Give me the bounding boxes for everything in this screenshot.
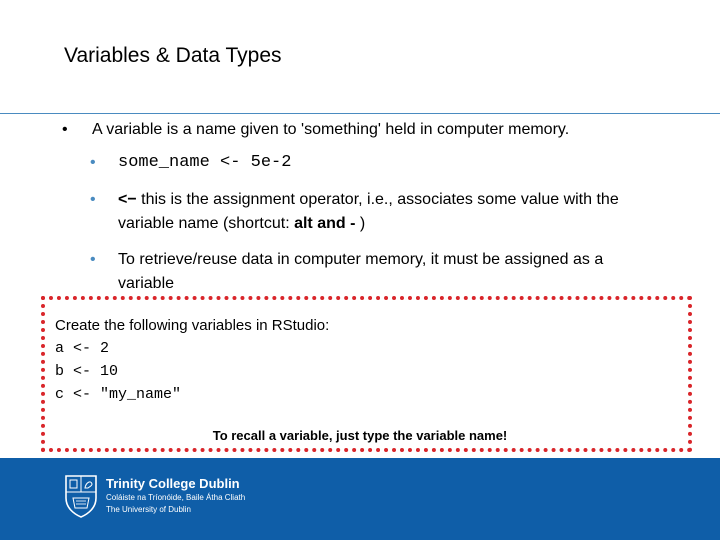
footer-branding (106, 476, 245, 516)
code-example: some_name <- 5e-2 (118, 153, 292, 172)
bullet-marker: • (62, 121, 68, 138)
slide-title: Variables & Data Types (64, 44, 282, 67)
exercise-intro: Create the following variables in RStudio: (55, 317, 330, 334)
tcd-crest-icon (64, 474, 98, 518)
recall-note: To recall a variable, just type the variable name! (212, 428, 508, 443)
assignment-desc: this is the assignment operator, i.e., associates some value with the variable name (shortcut: (118, 191, 619, 232)
assignment-desc-end: ) (355, 215, 366, 232)
code-line: c <- "my_name" (55, 386, 182, 403)
sub-bullet-marker: • (90, 191, 96, 208)
shortcut-keys: alt and - (294, 215, 356, 232)
university-irish-name: Coláiste na Tríonóide, Baile Átha Cliath (106, 493, 246, 502)
retrieve-text: To retrieve/reuse data in computer memory, it must be assigned as a variable (118, 251, 604, 292)
university-tagline: The University of Dublin (106, 505, 191, 514)
assignment-text (118, 188, 658, 236)
assignment-operator: <− (118, 191, 137, 208)
exercise-content (55, 314, 329, 406)
main-bullet-text: A variable is a name given to 'something' held in computer memory. (92, 121, 570, 138)
code-line: b <- 10 (55, 363, 119, 380)
university-name: Trinity College Dublin (106, 476, 240, 491)
title-divider (0, 113, 720, 114)
code-line: a <- 2 (55, 340, 110, 357)
sub-bullet-marker: • (90, 154, 96, 171)
sub-bullet-marker: • (90, 251, 96, 268)
